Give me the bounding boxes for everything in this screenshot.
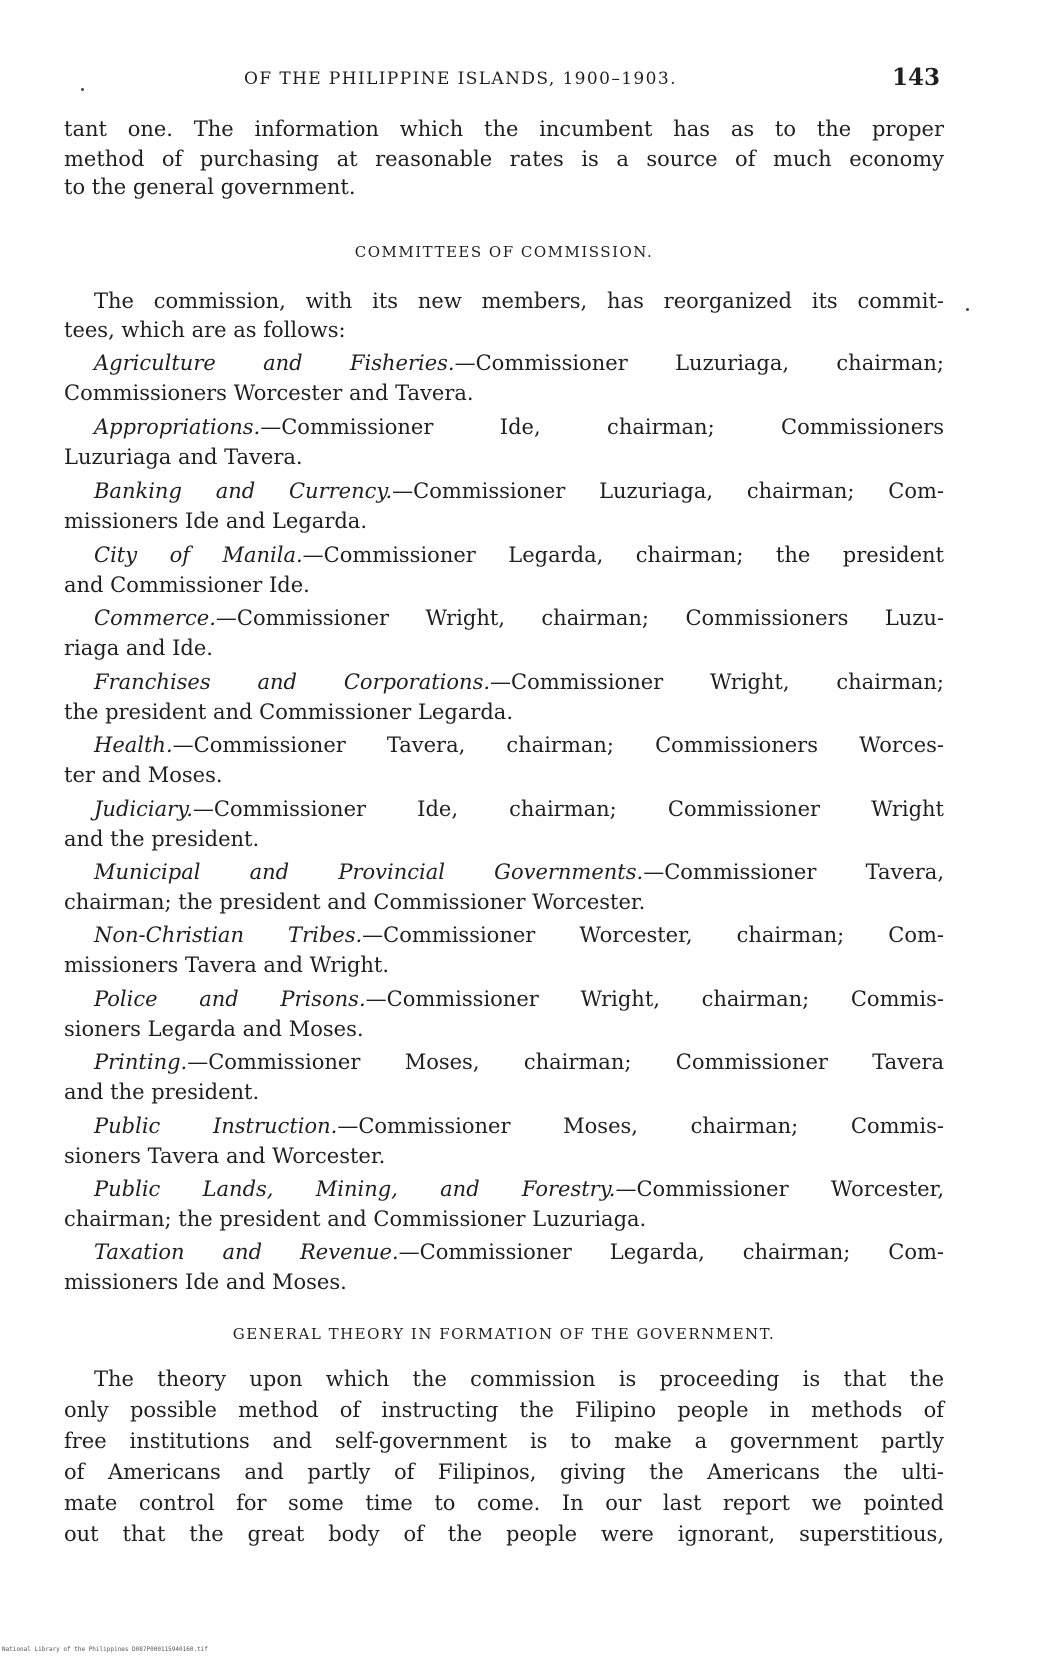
theory-line: mate control for some time to come. In our last report we pointed — [64, 1491, 944, 1515]
committee-members: —Commissioner Luzuriaga, chairman; — [454, 351, 944, 375]
intro-line: method of purchasing at reasonable rates is a source of much economy — [64, 147, 944, 171]
committee-members: —Commissioner Tavera, chairman; Commissioners Worces- — [172, 733, 944, 757]
committee-title: Public Lands, Mining, and Forestry. — [94, 1177, 616, 1201]
theory-heading: GENERAL THEORY IN FORMATION OF THE GOVERNMENT. — [232, 1325, 776, 1343]
scan-speck — [81, 88, 84, 91]
committee-entry-commerce — [64, 603, 944, 663]
committee-entry-taxation — [64, 1237, 944, 1297]
committee-members-cont: Commissioners Worcester and Tavera. — [64, 381, 474, 405]
committee-title: Judiciary. — [94, 797, 193, 821]
committee-title: Taxation and Revenue. — [94, 1240, 399, 1264]
committee-members: —Commissioner Moses, chairman; Commissioner Tavera — [187, 1050, 944, 1074]
committees-heading: COMMITTEES OF COMMISSION. — [354, 243, 654, 261]
committee-members: —Commissioner Legarda, chairman; Com- — [398, 1240, 944, 1264]
committee-members-cont: chairman; the president and Commissioner Worcester. — [64, 890, 646, 914]
committee-entry-manila — [64, 540, 944, 600]
theory-line: The theory upon which the commission is proceeding is that the — [94, 1367, 944, 1391]
committee-entry-banking — [64, 476, 944, 536]
committee-title: Health. — [94, 733, 173, 757]
committee-members: —Commissioner Luzuriaga, chairman; Com- — [392, 479, 944, 503]
document-page — [64, 0, 944, 1658]
committee-members-cont: missioners Ide and Moses. — [64, 1270, 347, 1294]
committee-members-cont: and the president. — [64, 827, 260, 851]
committee-entry-franchises — [64, 667, 944, 727]
committee-members: —Commissioner Tavera, — [643, 860, 944, 884]
committee-title: Banking and Currency. — [94, 479, 393, 503]
committee-members-cont: Luzuriaga and Tavera. — [64, 445, 303, 469]
committee-entry-public-instruction — [64, 1111, 944, 1171]
committee-title: Public Instruction. — [94, 1114, 338, 1138]
committee-title: Agriculture and Fisheries. — [94, 351, 455, 375]
committee-members-cont: riaga and Ide. — [64, 636, 213, 660]
committee-members: —Commissioner Wright, chairman; — [490, 670, 944, 694]
committee-members-cont: the president and Commissioner Legarda. — [64, 700, 513, 724]
scan-footer: National Library of the Philippines D087P000115940160.tif — [2, 1646, 208, 1653]
theory-line: only possible method of instructing the Filipino people in methods of — [64, 1398, 944, 1422]
committee-entry-judiciary — [64, 794, 944, 854]
intro-line: to the general government. — [64, 175, 356, 199]
committee-entry-printing — [64, 1047, 944, 1107]
committee-entry-health — [64, 730, 944, 790]
committee-title: Commerce. — [94, 606, 216, 630]
committee-title: City of Manila. — [94, 543, 303, 567]
committee-members: —Commissioner Ide, chairman; Commissioners — [260, 415, 944, 439]
theory-line: out that the great body of the people were ignorant, superstitious, — [64, 1522, 944, 1546]
running-head — [64, 64, 944, 94]
committee-members-cont: chairman; the president and Commissioner Luzuriaga. — [64, 1207, 647, 1231]
committee-entry-police — [64, 984, 944, 1044]
committee-entry-appropriations — [64, 412, 944, 472]
committee-members-cont: sioners Legarda and Moses. — [64, 1017, 364, 1041]
running-title: OF THE PHILIPPINE ISLANDS, 1900–1903. — [244, 69, 677, 89]
committee-members-cont: missioners Tavera and Wright. — [64, 953, 390, 977]
committee-members: —Commissioner Ide, chairman; Commissioner Wright — [192, 797, 944, 821]
committee-members: —Commissioner Legarda, chairman; the president — [302, 543, 944, 567]
committee-title: Non-Christian Tribes. — [94, 923, 363, 947]
committee-members: —Commissioner Wright, chairman; Commissioners Luzu- — [215, 606, 944, 630]
committees-intro-line: The commission, with its new members, has reorganized its commit- — [94, 289, 944, 313]
committee-members-cont: sioners Tavera and Worcester. — [64, 1144, 386, 1168]
committee-title: Franchises and Corporations. — [94, 670, 491, 694]
committee-entry-municipal — [64, 857, 944, 917]
committee-entry-public-lands — [64, 1174, 944, 1234]
intro-line: tant one. The information which the incumbent has as to the proper — [64, 117, 944, 141]
theory-line: free institutions and self-government is to make a government partly — [64, 1429, 944, 1453]
committee-members-cont: missioners Ide and Legarda. — [64, 509, 368, 533]
committee-members: —Commissioner Worcester, chairman; Com- — [362, 923, 944, 947]
committee-members-cont: and the president. — [64, 1080, 260, 1104]
committees-intro-line: tees, which are as follows: — [64, 318, 346, 342]
committee-members-cont: and Commissioner Ide. — [64, 573, 310, 597]
committee-title: Police and Prisons. — [94, 987, 366, 1011]
committee-title: Municipal and Provincial Governments. — [94, 860, 644, 884]
committee-entry-non-christian — [64, 920, 944, 980]
committee-title: Appropriations. — [94, 415, 261, 439]
scan-speck — [966, 308, 969, 311]
committee-members: —Commissioner Worcester, — [615, 1177, 944, 1201]
committee-members-cont: ter and Moses. — [64, 763, 223, 787]
theory-line: of Americans and partly of Filipinos, giving the Americans the ulti- — [64, 1460, 944, 1484]
committee-members: —Commissioner Wright, chairman; Commis- — [365, 987, 944, 1011]
committee-members: —Commissioner Moses, chairman; Commis- — [337, 1114, 944, 1138]
page-number: 143 — [891, 64, 940, 91]
committee-title: Printing. — [94, 1050, 188, 1074]
committee-entry-agriculture — [64, 348, 944, 408]
